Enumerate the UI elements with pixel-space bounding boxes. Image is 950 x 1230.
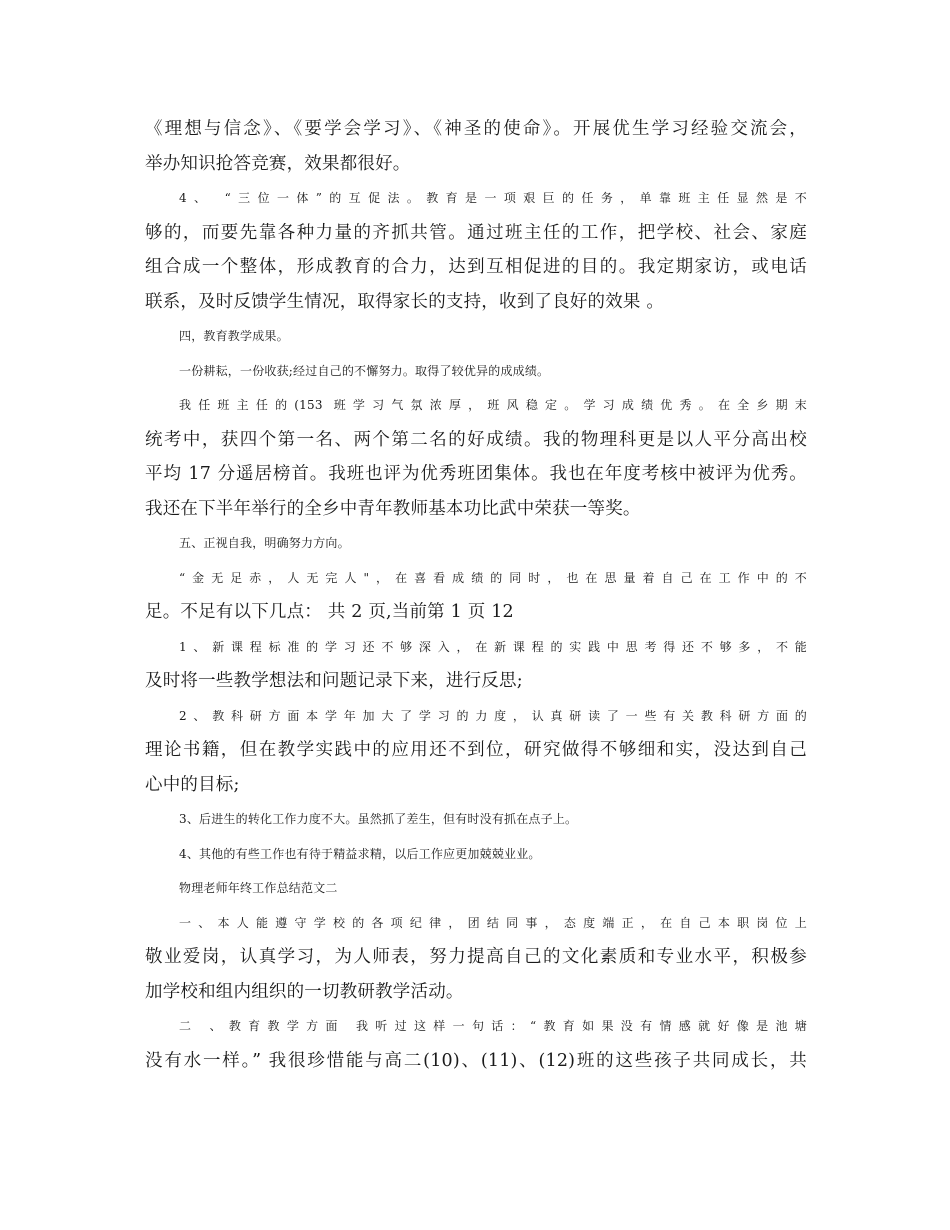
text-line: 心中的目标; xyxy=(145,774,240,795)
text-line: 我任班主任的(153 班学习气氛浓厚，班风稳定。学习成绩优秀。在全乡期末 xyxy=(179,398,807,412)
text-line: 联系，及时反馈学生情况，取得家长的支持，收到了良好的效果 。 xyxy=(145,291,665,312)
text-line: 物理老师年终工作总结范文二 xyxy=(179,881,338,895)
text-line: 一份耕耘，一份收获;经过自己的不懈努力。取得了较优异的成成绩。 xyxy=(179,363,550,378)
text-line: 没有水一样。” 我很珍惜能与高二(10)、(11)、(12)班的这些孩子共同成长，共 xyxy=(145,1050,807,1071)
text-line: 五、正视自我，明确努力方向。 xyxy=(179,536,350,550)
text-line: 够的，而要先靠各种力量的齐抓共管。通过班主任的工作，把学校、社会、家庭 xyxy=(145,222,807,243)
document-body xyxy=(145,112,807,1078)
text-line: 我还在下半年举行的全乡中青年教师基本功比武中荣获一等奖。 xyxy=(145,498,641,519)
text-line: 组合成一个整体，形成教育的合力，达到互相促进的目的。我定期家访，或电话 xyxy=(145,257,807,277)
text-line: 4、 “三位一体”的互促法。教育是一项艰巨的任务，单靠班主任显然是不 xyxy=(179,191,807,205)
text-line: 敬业爱岗，认真学习，为人师表，努力提高自己的文化素质和专业水平，积极参 xyxy=(145,947,807,967)
text-line: 加学校和组内组织的一切教研教学活动。 xyxy=(145,981,464,1002)
text-line: 四，教育教学成果。 xyxy=(179,329,289,343)
text-line: “金无足赤，人无完人"，在喜看成绩的同时，也在思量着自己在工作中的不 xyxy=(179,570,807,585)
text-line: 平均 17 分遥居榜首。我班也评为优秀班团集体。我也在年度考核中被评为优秀。 xyxy=(145,464,807,484)
text-line: 4、其他的有些工作也有待于精益求精，以后工作应更加兢兢业业。 xyxy=(179,846,541,861)
text-line: 《理想与信念》、《要学会学习》、《神圣的使命》。开展优生学习经验交流会， xyxy=(145,119,807,139)
text-line: 理论书籍，但在教学实践中的应用还不到位，研究做得不够细和实，没达到自己 xyxy=(145,740,807,760)
text-line: 一、本人能遵守学校的各项纪律，团结同事，态度端正，在自己本职岗位上 xyxy=(179,915,807,930)
text-line: 及时将一些教学想法和问题记录下来，进行反思; xyxy=(145,671,523,691)
text-line: 足。不足有以下几点： 共 2 页,当前第 1 页 12 xyxy=(145,602,514,622)
text-line: 统考中，获四个第一名、两个第二名的好成绩。我的物理科更是以人平分高出校 xyxy=(145,429,807,450)
text-line: 二 、教育教学方面 我听过这样一句话：“教育如果没有情感就好像是池塘 xyxy=(179,1019,807,1033)
text-line: 2、教科研方面本学年加大了学习的力度，认真研读了一些有关教科研方面的 xyxy=(179,708,807,723)
text-line: 1、新课程标准的学习还不够深入，在新课程的实践中思考得还不够多，不能 xyxy=(179,639,807,654)
text-line: 举办知识抢答竞赛，效果都很好。 xyxy=(145,153,411,174)
text-line: 3、后进生的转化工作力度不大。虽然抓了差生，但有时没有抓在点子上。 xyxy=(179,812,578,826)
